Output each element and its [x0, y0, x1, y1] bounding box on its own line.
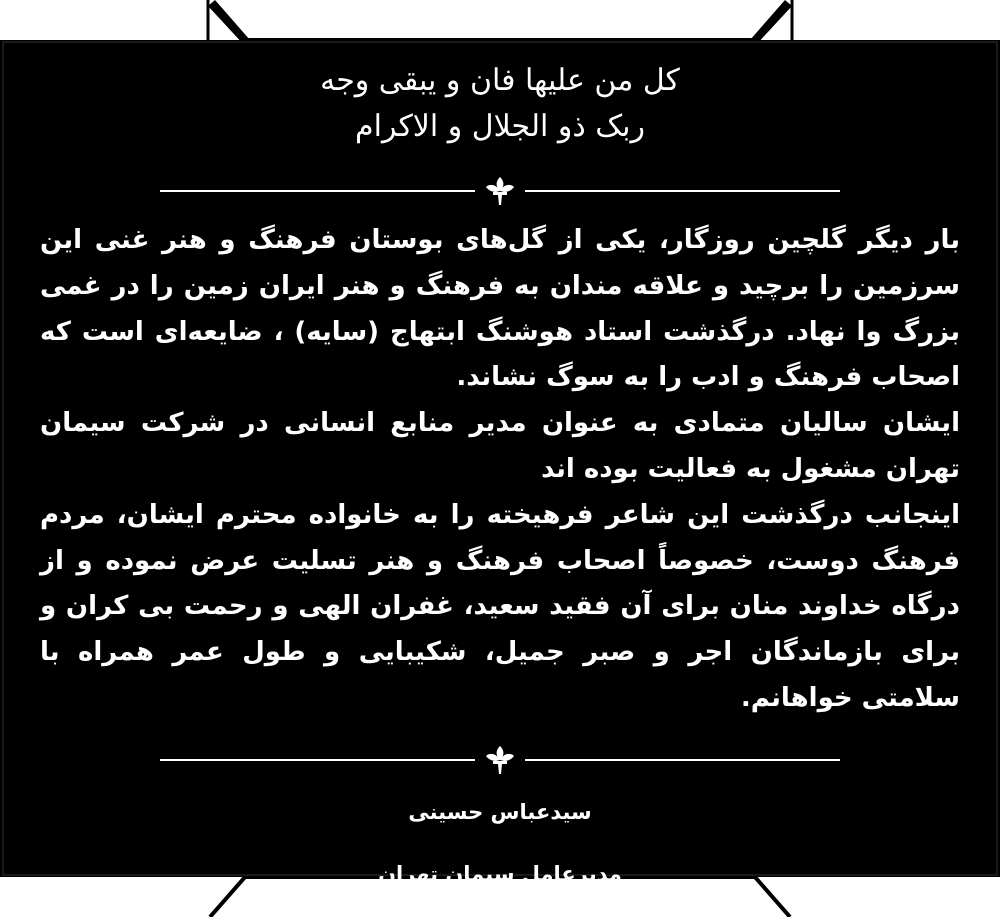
- verse-header: [150, 58, 850, 150]
- signer-name: سیدعباس حسینی: [408, 800, 592, 824]
- signature-block: [300, 795, 700, 891]
- paragraph-2: ایشان سالیان متمادی به عنوان مدیر منابع انسانی در شرکت سیمان تهران مشغول به فعالیت بوده اند: [40, 408, 960, 484]
- paragraph-1: بار دیگر گلچین روزگار، یکی از گل‌های بوستان فرهنگ و هنر غنی این سرزمین را برچید و علاقه مندان به فرهنگ و هنر ایران زمین را در غمی بزرگ وا نهاد. درگذشت استاد هوشنگ ابتهاج (سایه) ، ضایعه‌ای است که اصحاب فرهنگ و ادب را به سوگ نشاند.: [40, 225, 960, 393]
- condolence-message: [40, 218, 960, 722]
- top-divider: [160, 176, 840, 206]
- signer-title: مدیرعامل سیمان تهران: [378, 862, 622, 886]
- verse-line-2: ربک ذو الجلال و الاکرام: [355, 109, 645, 144]
- verse-line-1: کل من علیها فان و یبقی وجه: [320, 63, 680, 98]
- bottom-divider: [160, 745, 840, 775]
- paragraph-3: اینجانب درگذشت این شاعر فرهیخته را به خانواده محترم ایشان، مردم فرهنگ دوست، خصوصاً اصحاب فرهنگ و هنر تسلیت عرض نموده و از درگاه خداوند منان برای آن فقید سعید، غفران الهی و رحمت بی کران و برای بازماندگان اجر و صبر جمیل، شکیبایی و طول عمر همراه با سلامتی خواهانم.: [40, 499, 960, 713]
- fleur-de-lis-icon: [486, 746, 514, 774]
- fleur-de-lis-icon: [486, 177, 514, 205]
